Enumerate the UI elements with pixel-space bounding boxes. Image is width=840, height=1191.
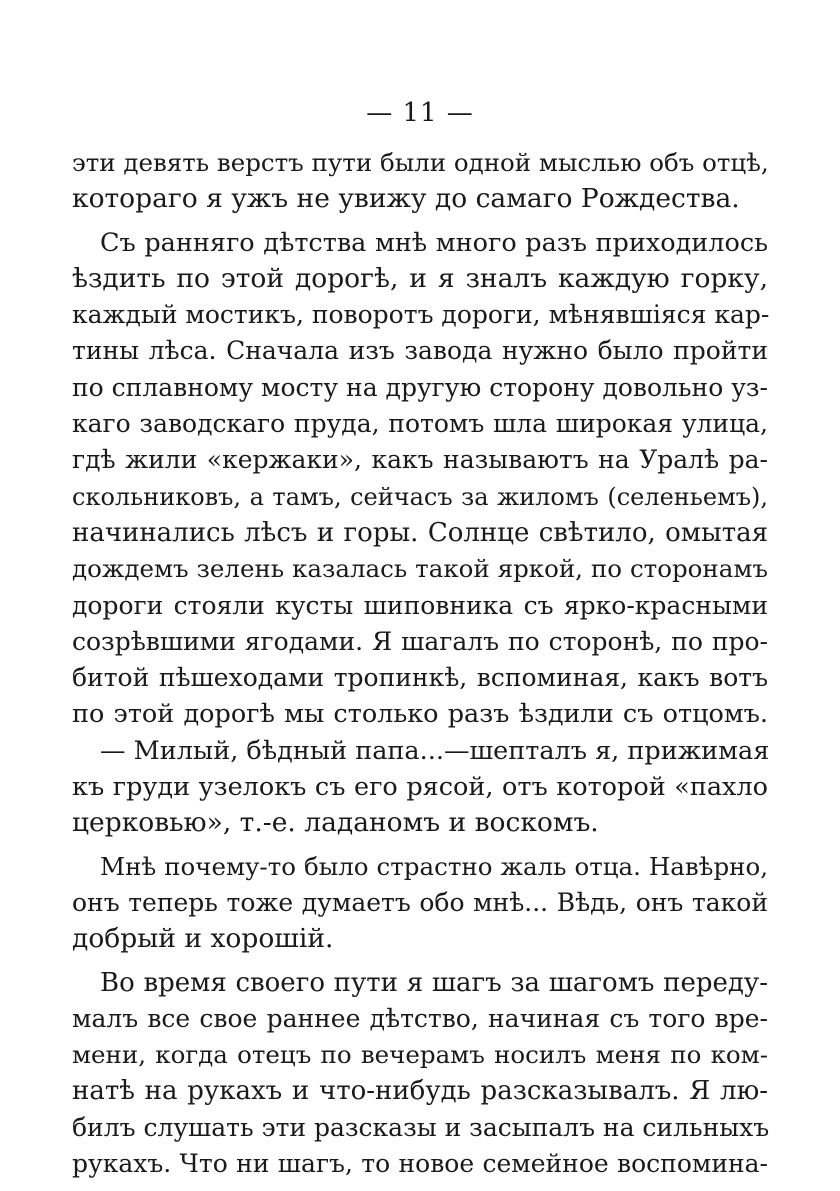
text-line: котораго я ужъ не увижу до самаго Рождества. <box>72 183 740 215</box>
text-line: по сплавному мосту на другую сторону довольно уз- <box>72 372 768 402</box>
text-line: созрѣвшими ягодами. Я шагалъ по сторонѣ, по про- <box>72 626 768 656</box>
text-line: Во время своего пути я шагъ за шагомъ переду- <box>100 967 768 998</box>
body-text <box>72 145 768 1182</box>
page-number: — 11 — <box>366 98 474 128</box>
text-line: ѣздить по этой дорогѣ, и я зналъ каждую горку, <box>72 262 768 294</box>
text-line: Съ ранняго дѣтства мнѣ много разъ приходилось <box>100 227 768 258</box>
text-line: мени, когда отецъ по вечерамъ носилъ меня по ком- <box>72 1040 768 1070</box>
text-line: скольниковъ, а тамъ, сейчасъ за жиломъ (селеньемъ), <box>72 482 768 511</box>
paragraph-gap <box>72 842 768 849</box>
paragraph-gap <box>72 958 768 965</box>
text-line: билъ слушать эти разсказы и засыпалъ на сильныхъ <box>72 1112 770 1142</box>
text-line: эти девять верстъ пути были одной мыслью объ отцѣ, <box>72 148 769 177</box>
text-line: церковью», т.-е. ладаномъ и воскомъ. <box>72 807 599 839</box>
text-line: начинались лѣсъ и горы. Солнце свѣтило, омытая <box>72 517 768 548</box>
text-line: дождемъ зелень казалась такой яркой, по сторонамъ <box>72 554 768 584</box>
text-line: Мнѣ почему-то было страстно жаль отца. Навѣрно, <box>100 851 768 881</box>
text-line: по этой дорогѣ мы столько разъ ѣздили съ отцомъ. <box>72 699 768 730</box>
text-line: — Милый, бѣдный папа...—шепталъ я, прижимая <box>100 735 770 766</box>
text-line: битой пѣшеходами тропинкѣ, вспоминая, какъ вотъ <box>72 663 768 693</box>
text-line: малъ все свое раннее дѣтство, начиная съ того вре- <box>72 1003 768 1033</box>
text-line: онъ теперь тоже думаетъ обо мнѣ... Вѣдь, онъ такой <box>72 887 768 917</box>
text-line: къ груди узелокъ съ его рясой, отъ которой «пахло <box>72 772 768 803</box>
text-line: добрый и хорошій. <box>72 923 334 955</box>
text-line: натѣ на рукахъ и что-нибудь разсказывалъ. Я лю- <box>72 1076 768 1107</box>
text-line: каго заводскаго пруда, потомъ шла широкая улица, <box>72 409 768 439</box>
text-line: дороги стояли кусты шиповника съ ярко-красными <box>72 590 768 620</box>
text-line: тины лѣса. Сначала изъ завода нужно было пройти <box>72 336 768 366</box>
text-line: рукахъ. Что ни шагъ, то новое семейное воспомина- <box>72 1149 768 1179</box>
text-line: гдѣ жили «кержаки», какъ называютъ на Уралѣ ра- <box>72 445 768 475</box>
text-line: каждый мостикъ, поворотъ дороги, мѣнявшіяся кар- <box>72 300 770 330</box>
paragraph-gap <box>72 218 768 225</box>
